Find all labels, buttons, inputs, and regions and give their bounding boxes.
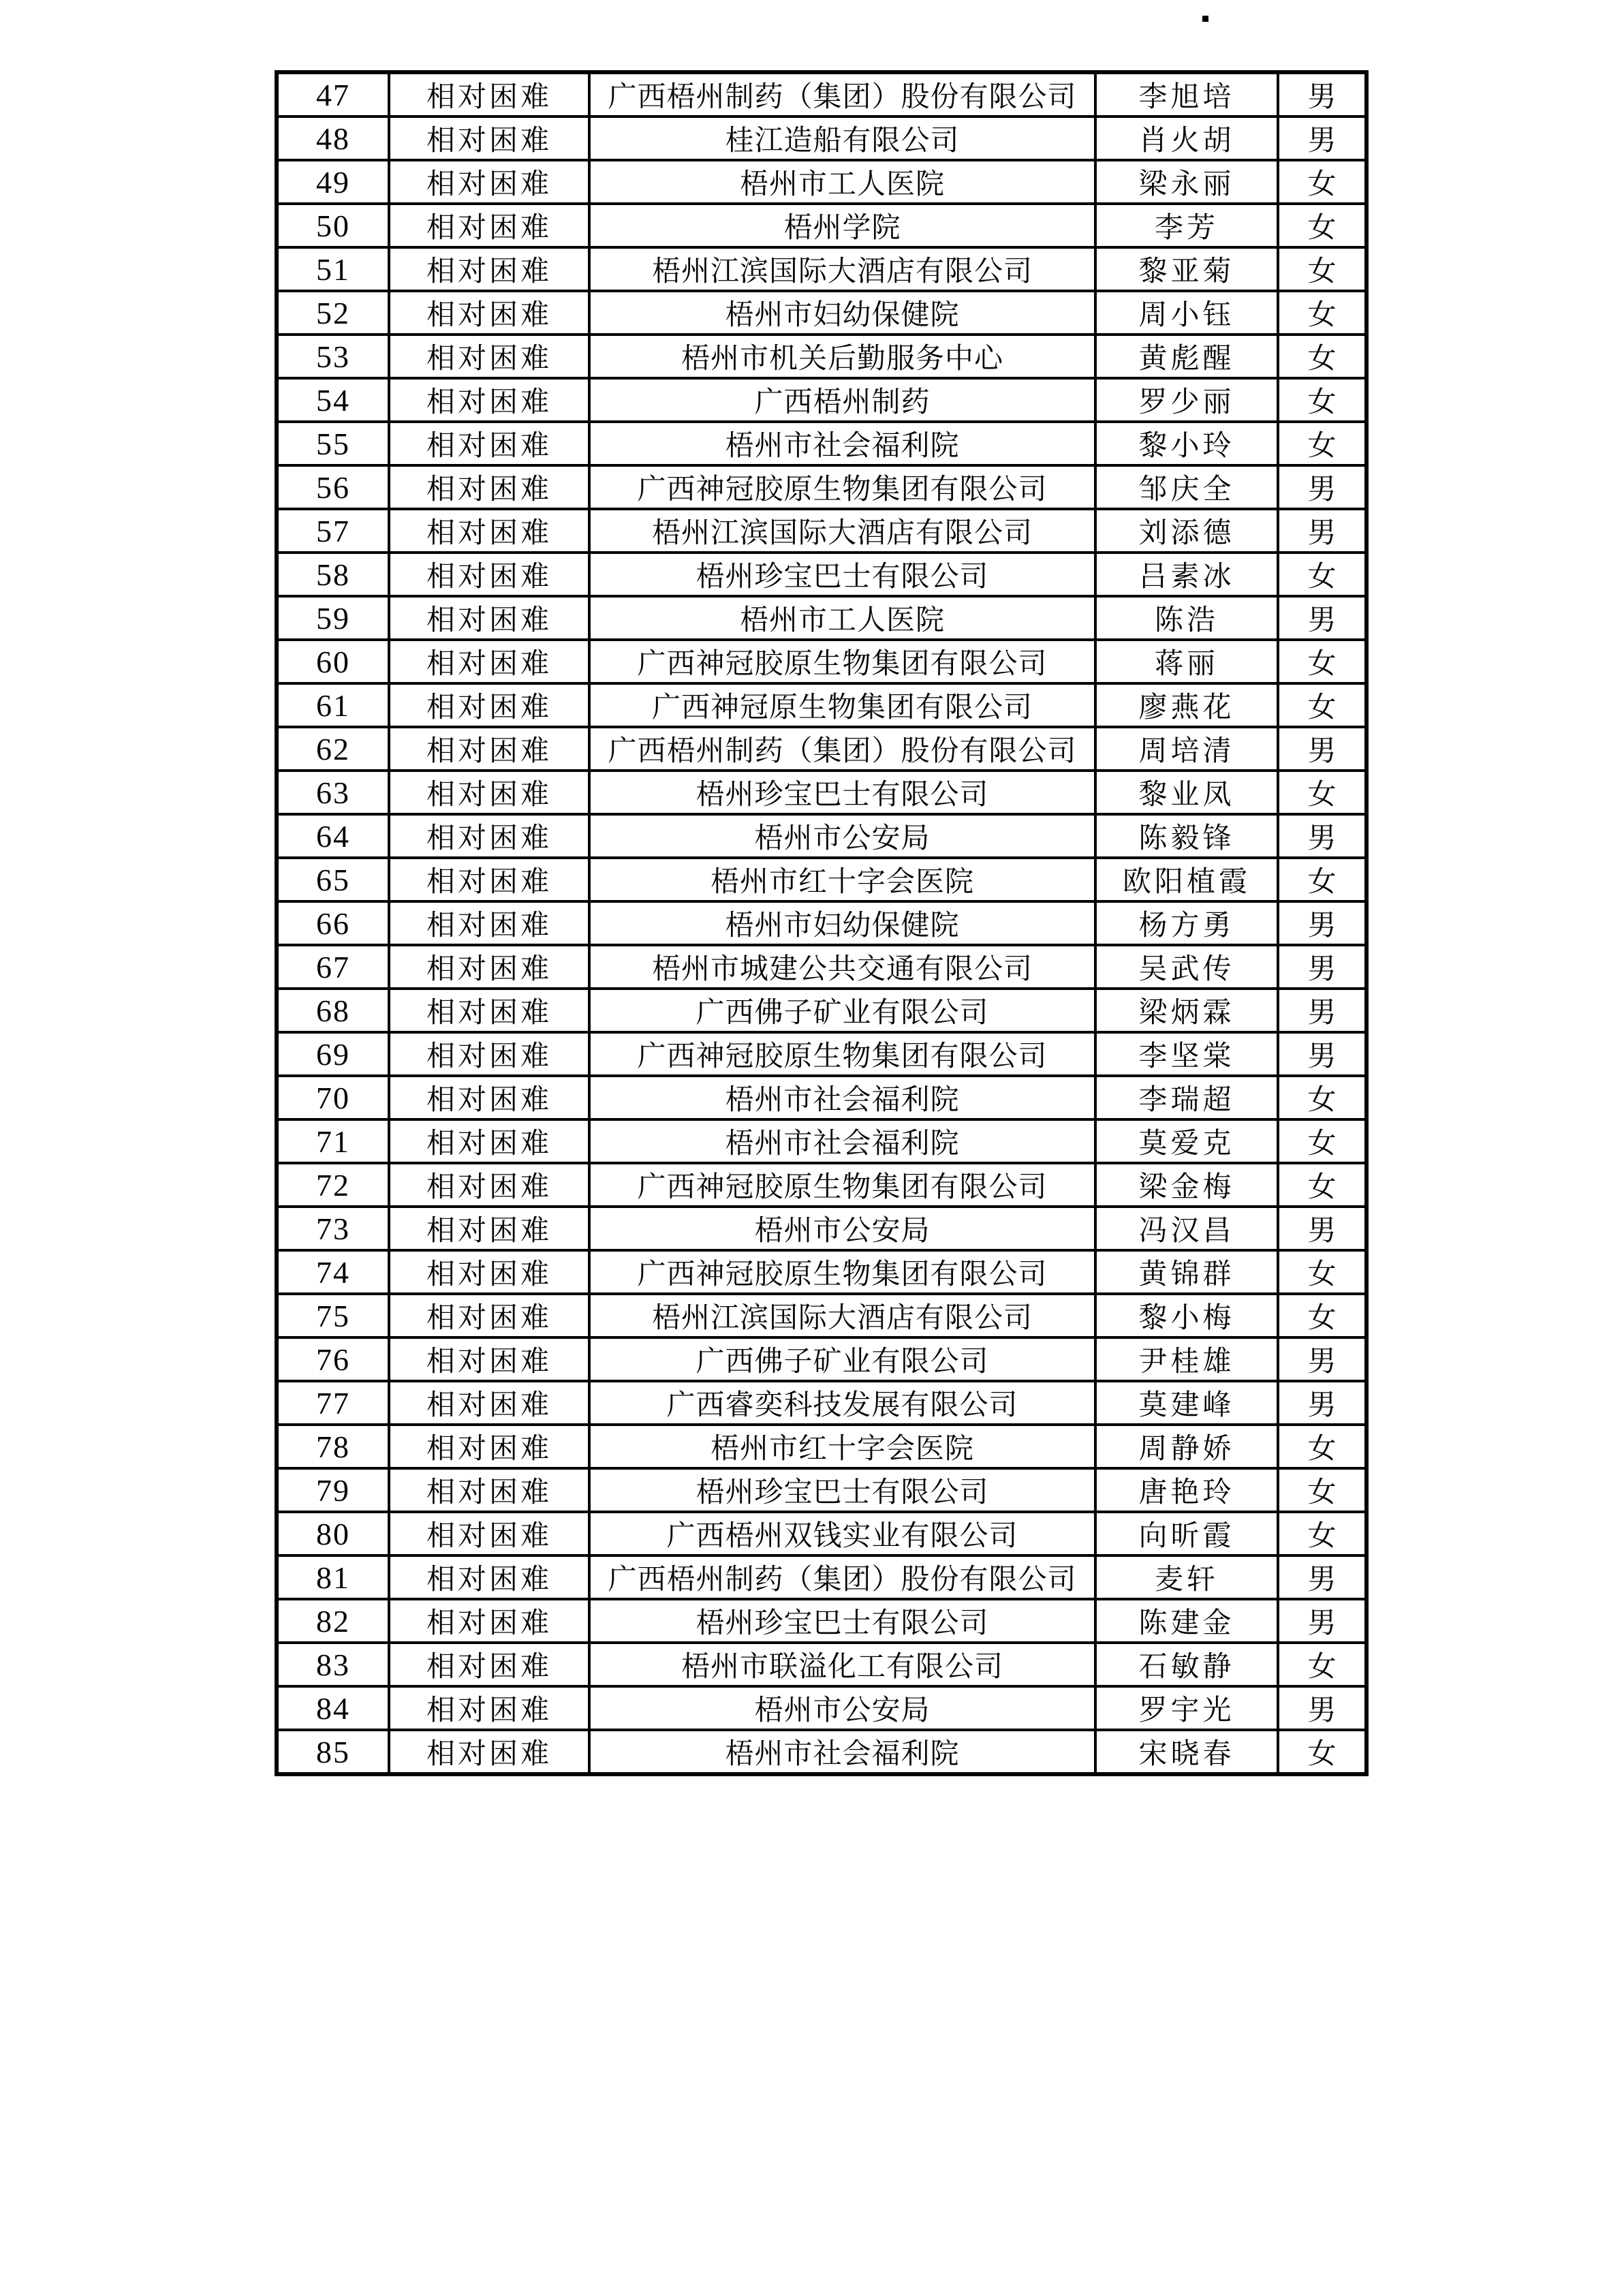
person-name-cell: 李芳 xyxy=(1095,204,1278,247)
difficulty-cell: 相对困难 xyxy=(389,683,589,727)
row-number-cell: 75 xyxy=(277,1294,389,1337)
gender-cell: 男 xyxy=(1278,945,1367,989)
row-number-cell: 55 xyxy=(277,422,389,465)
difficulty-cell: 相对困难 xyxy=(389,814,589,858)
table-row xyxy=(277,378,1367,422)
table-row xyxy=(277,1599,1367,1643)
person-name-cell: 梁炳霖 xyxy=(1095,989,1278,1032)
employer-cell: 梧州江滨国际大酒店有限公司 xyxy=(589,1294,1095,1337)
row-number-cell: 58 xyxy=(277,553,389,596)
table-row xyxy=(277,1163,1367,1207)
person-name-cell: 周培清 xyxy=(1095,727,1278,771)
gender-cell: 女 xyxy=(1278,1425,1367,1468)
difficulty-cell: 相对困难 xyxy=(389,989,589,1032)
scan-artifact-dot xyxy=(1202,16,1208,22)
employer-cell: 梧州市公安局 xyxy=(589,1686,1095,1730)
person-name-cell: 罗宇光 xyxy=(1095,1686,1278,1730)
table-row xyxy=(277,1294,1367,1337)
gender-cell: 男 xyxy=(1278,1381,1367,1425)
table-row xyxy=(277,160,1367,204)
gender-cell: 女 xyxy=(1278,291,1367,335)
table-row xyxy=(277,727,1367,771)
difficulty-cell: 相对困难 xyxy=(389,1643,589,1686)
gender-cell: 女 xyxy=(1278,553,1367,596)
person-name-cell: 杨方勇 xyxy=(1095,901,1278,945)
row-number-cell: 82 xyxy=(277,1599,389,1643)
employer-cell: 广西梧州制药 xyxy=(589,378,1095,422)
person-name-cell: 黄锦群 xyxy=(1095,1250,1278,1294)
difficulty-cell: 相对困难 xyxy=(389,1555,589,1599)
difficulty-cell: 相对困难 xyxy=(389,1425,589,1468)
table-row xyxy=(277,858,1367,901)
table-row xyxy=(277,989,1367,1032)
person-name-cell: 刘添德 xyxy=(1095,509,1278,553)
difficulty-cell: 相对困难 xyxy=(389,204,589,247)
person-name-cell: 蒋丽 xyxy=(1095,640,1278,683)
table-row xyxy=(277,1512,1367,1555)
person-name-cell: 黄彪醒 xyxy=(1095,335,1278,378)
person-name-cell: 黎小玲 xyxy=(1095,422,1278,465)
gender-cell: 男 xyxy=(1278,1207,1367,1250)
table-row xyxy=(277,1250,1367,1294)
person-name-cell: 梁金梅 xyxy=(1095,1163,1278,1207)
employer-cell: 广西神冠原生物集团有限公司 xyxy=(589,683,1095,727)
gender-cell: 男 xyxy=(1278,814,1367,858)
gender-cell: 女 xyxy=(1278,1076,1367,1119)
employer-cell: 桂江造船有限公司 xyxy=(589,117,1095,160)
gender-cell: 女 xyxy=(1278,1512,1367,1555)
gender-cell: 男 xyxy=(1278,1032,1367,1076)
difficulty-cell: 相对困难 xyxy=(389,945,589,989)
row-number-cell: 73 xyxy=(277,1207,389,1250)
employer-cell: 梧州珍宝巴士有限公司 xyxy=(589,553,1095,596)
difficulty-cell: 相对困难 xyxy=(389,771,589,814)
difficulty-cell: 相对困难 xyxy=(389,1381,589,1425)
table-row xyxy=(277,509,1367,553)
gender-cell: 男 xyxy=(1278,465,1367,509)
person-name-cell: 尹桂雄 xyxy=(1095,1337,1278,1381)
gender-cell: 女 xyxy=(1278,378,1367,422)
person-name-cell: 周小钰 xyxy=(1095,291,1278,335)
gender-cell: 女 xyxy=(1278,1250,1367,1294)
row-number-cell: 56 xyxy=(277,465,389,509)
difficulty-cell: 相对困难 xyxy=(389,727,589,771)
table-row xyxy=(277,422,1367,465)
employer-cell: 梧州市联溢化工有限公司 xyxy=(589,1643,1095,1686)
table-row xyxy=(277,465,1367,509)
employer-cell: 梧州珍宝巴士有限公司 xyxy=(589,1468,1095,1512)
employer-cell: 广西佛子矿业有限公司 xyxy=(589,1337,1095,1381)
employer-cell: 广西睿奕科技发展有限公司 xyxy=(589,1381,1095,1425)
table-row xyxy=(277,1337,1367,1381)
row-number-cell: 76 xyxy=(277,1337,389,1381)
row-number-cell: 69 xyxy=(277,1032,389,1076)
employer-cell: 广西神冠胶原生物集团有限公司 xyxy=(589,465,1095,509)
gender-cell: 女 xyxy=(1278,771,1367,814)
employer-cell: 梧州珍宝巴士有限公司 xyxy=(589,771,1095,814)
gender-cell: 男 xyxy=(1278,117,1367,160)
row-number-cell: 68 xyxy=(277,989,389,1032)
employer-cell: 梧州市机关后勤服务中心 xyxy=(589,335,1095,378)
table-row xyxy=(277,553,1367,596)
table-row xyxy=(277,1686,1367,1730)
difficulty-cell: 相对困难 xyxy=(389,1032,589,1076)
roster-table xyxy=(275,70,1369,1776)
person-name-cell: 廖燕花 xyxy=(1095,683,1278,727)
person-name-cell: 陈毅锋 xyxy=(1095,814,1278,858)
person-name-cell: 宋晓春 xyxy=(1095,1730,1278,1774)
gender-cell: 女 xyxy=(1278,1643,1367,1686)
employer-cell: 广西梧州制药（集团）股份有限公司 xyxy=(589,72,1095,117)
table-row xyxy=(277,204,1367,247)
table-row xyxy=(277,1425,1367,1468)
person-name-cell: 梁永丽 xyxy=(1095,160,1278,204)
employer-cell: 广西梧州双钱实业有限公司 xyxy=(589,1512,1095,1555)
gender-cell: 女 xyxy=(1278,640,1367,683)
person-name-cell: 冯汉昌 xyxy=(1095,1207,1278,1250)
table-row xyxy=(277,1032,1367,1076)
employer-cell: 梧州市社会福利院 xyxy=(589,1119,1095,1163)
gender-cell: 男 xyxy=(1278,1555,1367,1599)
person-name-cell: 石敏静 xyxy=(1095,1643,1278,1686)
employer-cell: 广西神冠胶原生物集团有限公司 xyxy=(589,1163,1095,1207)
employer-cell: 广西神冠胶原生物集团有限公司 xyxy=(589,1032,1095,1076)
employer-cell: 梧州市社会福利院 xyxy=(589,422,1095,465)
difficulty-cell: 相对困难 xyxy=(389,422,589,465)
gender-cell: 男 xyxy=(1278,901,1367,945)
row-number-cell: 70 xyxy=(277,1076,389,1119)
row-number-cell: 85 xyxy=(277,1730,389,1774)
table-row xyxy=(277,1730,1367,1774)
person-name-cell: 黎亚菊 xyxy=(1095,247,1278,291)
difficulty-cell: 相对困难 xyxy=(389,465,589,509)
person-name-cell: 陈建金 xyxy=(1095,1599,1278,1643)
employer-cell: 梧州市妇幼保健院 xyxy=(589,291,1095,335)
employer-cell: 广西神冠胶原生物集团有限公司 xyxy=(589,1250,1095,1294)
person-name-cell: 李旭培 xyxy=(1095,72,1278,117)
row-number-cell: 71 xyxy=(277,1119,389,1163)
table-row xyxy=(277,335,1367,378)
difficulty-cell: 相对困难 xyxy=(389,378,589,422)
difficulty-cell: 相对困难 xyxy=(389,1468,589,1512)
employer-cell: 广西佛子矿业有限公司 xyxy=(589,989,1095,1032)
gender-cell: 男 xyxy=(1278,1337,1367,1381)
difficulty-cell: 相对困难 xyxy=(389,1294,589,1337)
difficulty-cell: 相对困难 xyxy=(389,335,589,378)
row-number-cell: 63 xyxy=(277,771,389,814)
row-number-cell: 80 xyxy=(277,1512,389,1555)
difficulty-cell: 相对困难 xyxy=(389,1599,589,1643)
employer-cell: 梧州珍宝巴士有限公司 xyxy=(589,1599,1095,1643)
employer-cell: 广西梧州制药（集团）股份有限公司 xyxy=(589,727,1095,771)
row-number-cell: 64 xyxy=(277,814,389,858)
person-name-cell: 黎业凤 xyxy=(1095,771,1278,814)
table-row xyxy=(277,901,1367,945)
row-number-cell: 57 xyxy=(277,509,389,553)
row-number-cell: 50 xyxy=(277,204,389,247)
table-row xyxy=(277,1643,1367,1686)
difficulty-cell: 相对困难 xyxy=(389,596,589,640)
row-number-cell: 62 xyxy=(277,727,389,771)
difficulty-cell: 相对困难 xyxy=(389,901,589,945)
table-row xyxy=(277,291,1367,335)
employer-cell: 梧州市妇幼保健院 xyxy=(589,901,1095,945)
person-name-cell: 李坚棠 xyxy=(1095,1032,1278,1076)
employer-cell: 梧州市公安局 xyxy=(589,1207,1095,1250)
gender-cell: 女 xyxy=(1278,1294,1367,1337)
table-row xyxy=(277,683,1367,727)
person-name-cell: 莫建峰 xyxy=(1095,1381,1278,1425)
difficulty-cell: 相对困难 xyxy=(389,1163,589,1207)
difficulty-cell: 相对困难 xyxy=(389,858,589,901)
table-row xyxy=(277,1468,1367,1512)
table-row xyxy=(277,771,1367,814)
gender-cell: 男 xyxy=(1278,596,1367,640)
person-name-cell: 肖火胡 xyxy=(1095,117,1278,160)
table-row xyxy=(277,1207,1367,1250)
person-name-cell: 唐艳玲 xyxy=(1095,1468,1278,1512)
table-row xyxy=(277,117,1367,160)
person-name-cell: 欧阳植霞 xyxy=(1095,858,1278,901)
difficulty-cell: 相对困难 xyxy=(389,553,589,596)
difficulty-cell: 相对困难 xyxy=(389,1686,589,1730)
person-name-cell: 罗少丽 xyxy=(1095,378,1278,422)
gender-cell: 女 xyxy=(1278,1468,1367,1512)
row-number-cell: 83 xyxy=(277,1643,389,1686)
gender-cell: 女 xyxy=(1278,1730,1367,1774)
table-row xyxy=(277,640,1367,683)
table-row xyxy=(277,247,1367,291)
table-row xyxy=(277,1119,1367,1163)
gender-cell: 女 xyxy=(1278,247,1367,291)
employer-cell: 梧州市工人医院 xyxy=(589,596,1095,640)
row-number-cell: 65 xyxy=(277,858,389,901)
person-name-cell: 李瑞超 xyxy=(1095,1076,1278,1119)
person-name-cell: 莫爱克 xyxy=(1095,1119,1278,1163)
employer-cell: 梧州江滨国际大酒店有限公司 xyxy=(589,509,1095,553)
gender-cell: 男 xyxy=(1278,509,1367,553)
row-number-cell: 81 xyxy=(277,1555,389,1599)
table-row xyxy=(277,72,1367,117)
person-name-cell: 麦轩 xyxy=(1095,1555,1278,1599)
gender-cell: 女 xyxy=(1278,858,1367,901)
gender-cell: 女 xyxy=(1278,1119,1367,1163)
difficulty-cell: 相对困难 xyxy=(389,1337,589,1381)
table-row xyxy=(277,814,1367,858)
difficulty-cell: 相对困难 xyxy=(389,1512,589,1555)
person-name-cell: 向昕霞 xyxy=(1095,1512,1278,1555)
gender-cell: 女 xyxy=(1278,1163,1367,1207)
difficulty-cell: 相对困难 xyxy=(389,1250,589,1294)
row-number-cell: 53 xyxy=(277,335,389,378)
row-number-cell: 66 xyxy=(277,901,389,945)
row-number-cell: 61 xyxy=(277,683,389,727)
difficulty-cell: 相对困难 xyxy=(389,247,589,291)
row-number-cell: 48 xyxy=(277,117,389,160)
row-number-cell: 60 xyxy=(277,640,389,683)
employer-cell: 梧州市社会福利院 xyxy=(589,1730,1095,1774)
person-name-cell: 吕素冰 xyxy=(1095,553,1278,596)
employer-cell: 梧州市工人医院 xyxy=(589,160,1095,204)
table-row xyxy=(277,1381,1367,1425)
gender-cell: 女 xyxy=(1278,160,1367,204)
gender-cell: 女 xyxy=(1278,335,1367,378)
difficulty-cell: 相对困难 xyxy=(389,117,589,160)
difficulty-cell: 相对困难 xyxy=(389,1730,589,1774)
row-number-cell: 52 xyxy=(277,291,389,335)
difficulty-cell: 相对困难 xyxy=(389,291,589,335)
employer-cell: 梧州市社会福利院 xyxy=(589,1076,1095,1119)
person-name-cell: 周静娇 xyxy=(1095,1425,1278,1468)
employer-cell: 梧州市公安局 xyxy=(589,814,1095,858)
difficulty-cell: 相对困难 xyxy=(389,640,589,683)
roster-body xyxy=(277,72,1367,1774)
person-name-cell: 陈浩 xyxy=(1095,596,1278,640)
gender-cell: 女 xyxy=(1278,422,1367,465)
row-number-cell: 77 xyxy=(277,1381,389,1425)
difficulty-cell: 相对困难 xyxy=(389,160,589,204)
gender-cell: 男 xyxy=(1278,989,1367,1032)
row-number-cell: 72 xyxy=(277,1163,389,1207)
row-number-cell: 78 xyxy=(277,1425,389,1468)
difficulty-cell: 相对困难 xyxy=(389,1119,589,1163)
row-number-cell: 67 xyxy=(277,945,389,989)
person-name-cell: 黎小梅 xyxy=(1095,1294,1278,1337)
gender-cell: 男 xyxy=(1278,727,1367,771)
table-row xyxy=(277,1555,1367,1599)
table-row xyxy=(277,945,1367,989)
row-number-cell: 74 xyxy=(277,1250,389,1294)
row-number-cell: 84 xyxy=(277,1686,389,1730)
table-row xyxy=(277,1076,1367,1119)
row-number-cell: 47 xyxy=(277,72,389,117)
gender-cell: 女 xyxy=(1278,204,1367,247)
employer-cell: 梧州市城建公共交通有限公司 xyxy=(589,945,1095,989)
difficulty-cell: 相对困难 xyxy=(389,72,589,117)
gender-cell: 男 xyxy=(1278,1686,1367,1730)
gender-cell: 男 xyxy=(1278,1599,1367,1643)
row-number-cell: 54 xyxy=(277,378,389,422)
row-number-cell: 51 xyxy=(277,247,389,291)
employer-cell: 广西神冠胶原生物集团有限公司 xyxy=(589,640,1095,683)
employer-cell: 梧州学院 xyxy=(589,204,1095,247)
employer-cell: 广西梧州制药（集团）股份有限公司 xyxy=(589,1555,1095,1599)
employer-cell: 梧州市红十字会医院 xyxy=(589,858,1095,901)
person-name-cell: 邹庆全 xyxy=(1095,465,1278,509)
employer-cell: 梧州江滨国际大酒店有限公司 xyxy=(589,247,1095,291)
gender-cell: 男 xyxy=(1278,72,1367,117)
employer-cell: 梧州市红十字会医院 xyxy=(589,1425,1095,1468)
gender-cell: 女 xyxy=(1278,683,1367,727)
person-name-cell: 吴武传 xyxy=(1095,945,1278,989)
row-number-cell: 49 xyxy=(277,160,389,204)
difficulty-cell: 相对困难 xyxy=(389,509,589,553)
difficulty-cell: 相对困难 xyxy=(389,1207,589,1250)
row-number-cell: 79 xyxy=(277,1468,389,1512)
difficulty-cell: 相对困难 xyxy=(389,1076,589,1119)
row-number-cell: 59 xyxy=(277,596,389,640)
table-row xyxy=(277,596,1367,640)
